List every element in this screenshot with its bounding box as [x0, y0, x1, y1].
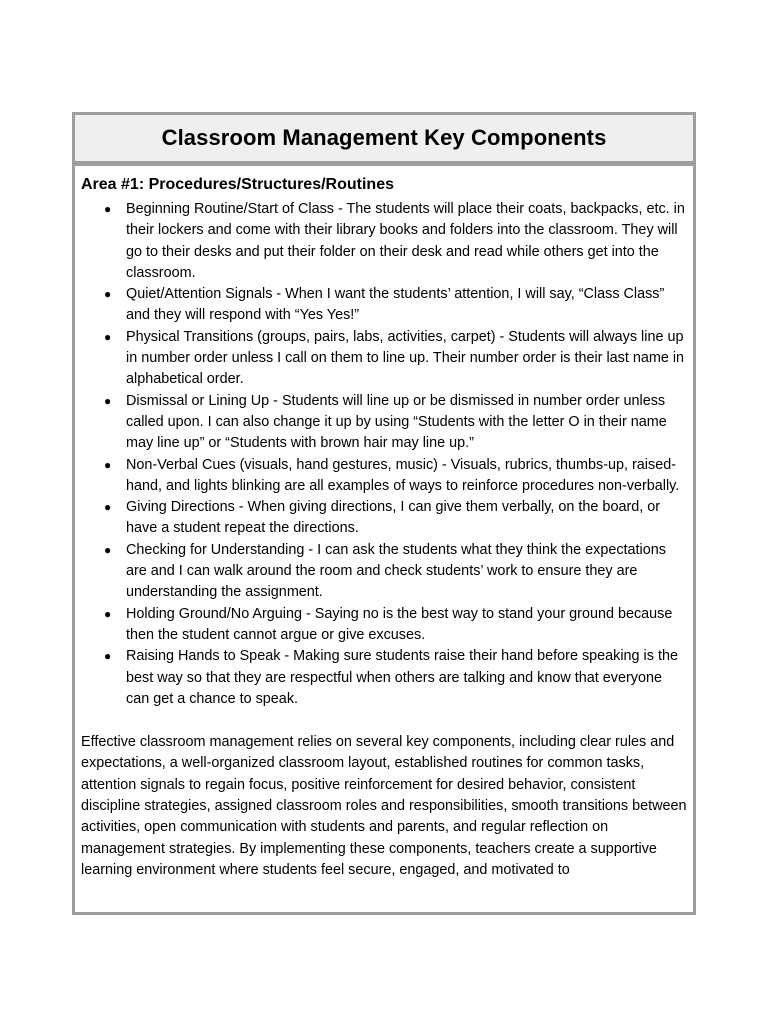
bullet-icon: ● — [104, 606, 112, 621]
content-area — [75, 166, 693, 881]
list-item-text: Raising Hands to Speak - Making sure students raise their hand before speaking is the best way so that they are respectful when others are talking and know that everyone can get a chance to speak. — [126, 648, 678, 707]
page-title: Classroom Management Key Components — [161, 125, 607, 150]
bullet-icon: ● — [104, 649, 112, 664]
list-item — [81, 646, 687, 710]
list-item — [81, 540, 687, 604]
title-bar — [75, 115, 693, 166]
list-item — [81, 391, 687, 455]
list-item — [81, 199, 687, 284]
summary-paragraph: Effective classroom management relies on several key components, including clear rules and expectations, a well-organized classroom layout, established routines for common tasks, attention signals to regain focus, positive reinforcement for desired behavior, consistent discipline strategies, assigned classroom roles and responsibilities, smooth transitions between activities, open communication with students and parents, and regular reflection on management strategies. By implementing these components, teachers create a supportive learning environment where students feel secure, engaged, and motivated to — [81, 734, 687, 878]
list-item — [81, 604, 687, 647]
list-item-text: Giving Directions - When giving directions, I can give them verbally, on the board, or have a student repeat the directions. — [126, 499, 661, 537]
routine-list — [81, 199, 687, 710]
bullet-icon: ● — [104, 329, 112, 344]
list-item-text: Quiet/Attention Signals - When I want the students’ attention, I will say, “Class Class” and they will respond with “Yes Yes!” — [126, 286, 665, 324]
bullet-icon: ● — [104, 457, 112, 472]
list-item — [81, 455, 687, 498]
bullet-icon: ● — [104, 202, 112, 216]
list-item-text: Dismissal or Lining Up - Students will line up or be dismissed in number order unless called upon. I can also change it up by using “Students with the letter O in their name may line up” or “Students with brown hair may line up.” — [126, 392, 667, 452]
bullet-icon: ● — [104, 393, 112, 408]
bullet-icon: ● — [104, 287, 112, 302]
list-item-text: Non-Verbal Cues (visuals, hand gestures, music) - Visuals, rubrics, thumbs-up, raised-hand, and lights blinking are all examples of ways to reinforce procedures non-verbally. — [126, 456, 680, 494]
list-item — [81, 284, 687, 327]
list-item-text: Physical Transitions (groups, pairs, labs, activities, carpet) - Students will always line up in number order unless I call on them to line up. Their number order is their last name in alphabetical order. — [126, 328, 685, 388]
list-item — [81, 497, 687, 540]
document-box — [72, 112, 696, 915]
list-item-text: Holding Ground/No Arguing - Saying no is the best way to stand your ground because then the student cannot argue or give excuses. — [126, 605, 673, 643]
list-item-text: Checking for Understanding - I can ask the students what they think the expectations are and I can walk around the room and check students’ work to ensure they are understanding the assignment. — [126, 541, 666, 601]
list-item — [81, 327, 687, 391]
area-heading: Area #1: Procedures/Structures/Routines — [81, 176, 394, 193]
bullet-icon: ● — [104, 500, 112, 515]
bullet-icon: ● — [104, 542, 112, 557]
list-item-text: Beginning Routine/Start of Class - The students will place their coats, backpacks, etc. in their lockers and come with their library books and folders into the classroom. They will go to their desks and put their folder on their desk and read while others get into the classroom. — [126, 201, 685, 281]
